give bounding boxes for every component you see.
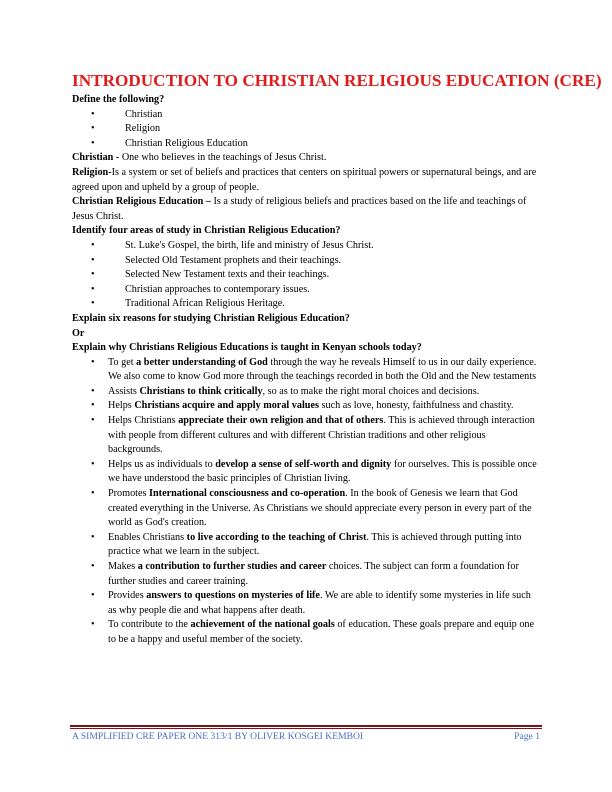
list-item: • Promotes International consciousness and co-operation. In the book of Genesis we learn that God created everything in the Universe. As Christians we should appreciate every person in every part of the world as God's creation. <box>72 487 540 531</box>
reasons-list <box>72 356 540 648</box>
list-item: • Makes a contribution to further studies and career choices. The subject can form a foundation for further studies and career training. <box>72 560 540 589</box>
list-item: • Christian <box>72 108 540 123</box>
page-title: INTRODUCTION TO CHRISTIAN RELIGIOUS EDUCATION (CRE) <box>72 71 602 90</box>
list-item: • Christian Religious Education <box>72 137 540 152</box>
or-label: Or <box>72 327 85 339</box>
list-item: • Helps Christians appreciate their own religion and that of others. This is achieved through interaction with people from different cultures and with different Christian traditions and other religious backgrounds. <box>72 414 540 458</box>
list-item: • Selected Old Testament prophets and their teachings. <box>72 254 540 269</box>
list-item: • Enables Christians to live according to the teaching of Christ. This is achieved through putting into practice what we learn in the subject. <box>72 531 540 560</box>
list-item: • Helps Christians acquire and apply moral values such as love, honesty, faithfulness and chastity. <box>72 399 540 414</box>
page-content <box>72 71 602 648</box>
areas-list <box>72 239 540 312</box>
definition-cre: Christian Religious Education – Is a study of religious beliefs and practices based on the life and teachings of Jesus Christ. <box>72 196 527 222</box>
list-item: • Religion <box>72 122 540 137</box>
list-item: • Helps us as individuals to develop a sense of self-worth and dignity for ourselves. This is possible once we have understood the basic principles of Christian living. <box>72 458 540 487</box>
page-number: Page 1 <box>514 731 540 742</box>
reasons-question: Explain six reasons for studying Christian Religious Education? <box>72 312 350 324</box>
footer-divider-thin <box>70 728 542 729</box>
define-question: Define the following? <box>72 94 165 105</box>
list-item: • Selected New Testament texts and their teachings. <box>72 268 540 283</box>
footer-divider <box>70 725 542 727</box>
list-item: • To get a better understanding of God through the way he reveals Himself to us in our daily experience. We also come to know God more through the teachings recorded in both the Old and the New testaments <box>72 356 540 385</box>
reasons-question-alt: Explain why Christians Religious Educations is taught in Kenyan schools today? <box>72 342 422 354</box>
areas-question: Identify four areas of study in Christian Religious Education? <box>72 225 341 237</box>
definition-religion: Religion-Is a system or set of beliefs and practices that centers on spiritual powers or supernatural beings, and are agreed upon and upheld by a group of people. <box>72 166 537 193</box>
list-item: • Christian approaches to contemporary issues. <box>72 283 540 298</box>
list-item: • St. Luke's Gospel, the birth, life and ministry of Jesus Christ. <box>72 239 540 254</box>
define-list <box>72 108 540 152</box>
page-footer <box>72 731 540 742</box>
list-item: • Provides answers to questions on mysteries of life. We are able to identify some mysteries in life such as why people die and what happens after death. <box>72 589 540 618</box>
footer-text: A SIMPLIFIED CRE PAPER ONE 313/1 BY OLIVER KOSGEI KEMBOI <box>72 731 364 742</box>
definition-christian: Christian - One who believes in the teachings of Jesus Christ. <box>72 152 327 164</box>
list-item: • To contribute to the achievement of the national goals of education. These goals prepare and equip one to be a happy and useful member of the society. <box>72 618 540 647</box>
list-item: • Traditional African Religious Heritage. <box>72 297 540 312</box>
list-item: • Assists Christians to think critically, so as to make the right moral choices and decisions. <box>72 385 540 400</box>
